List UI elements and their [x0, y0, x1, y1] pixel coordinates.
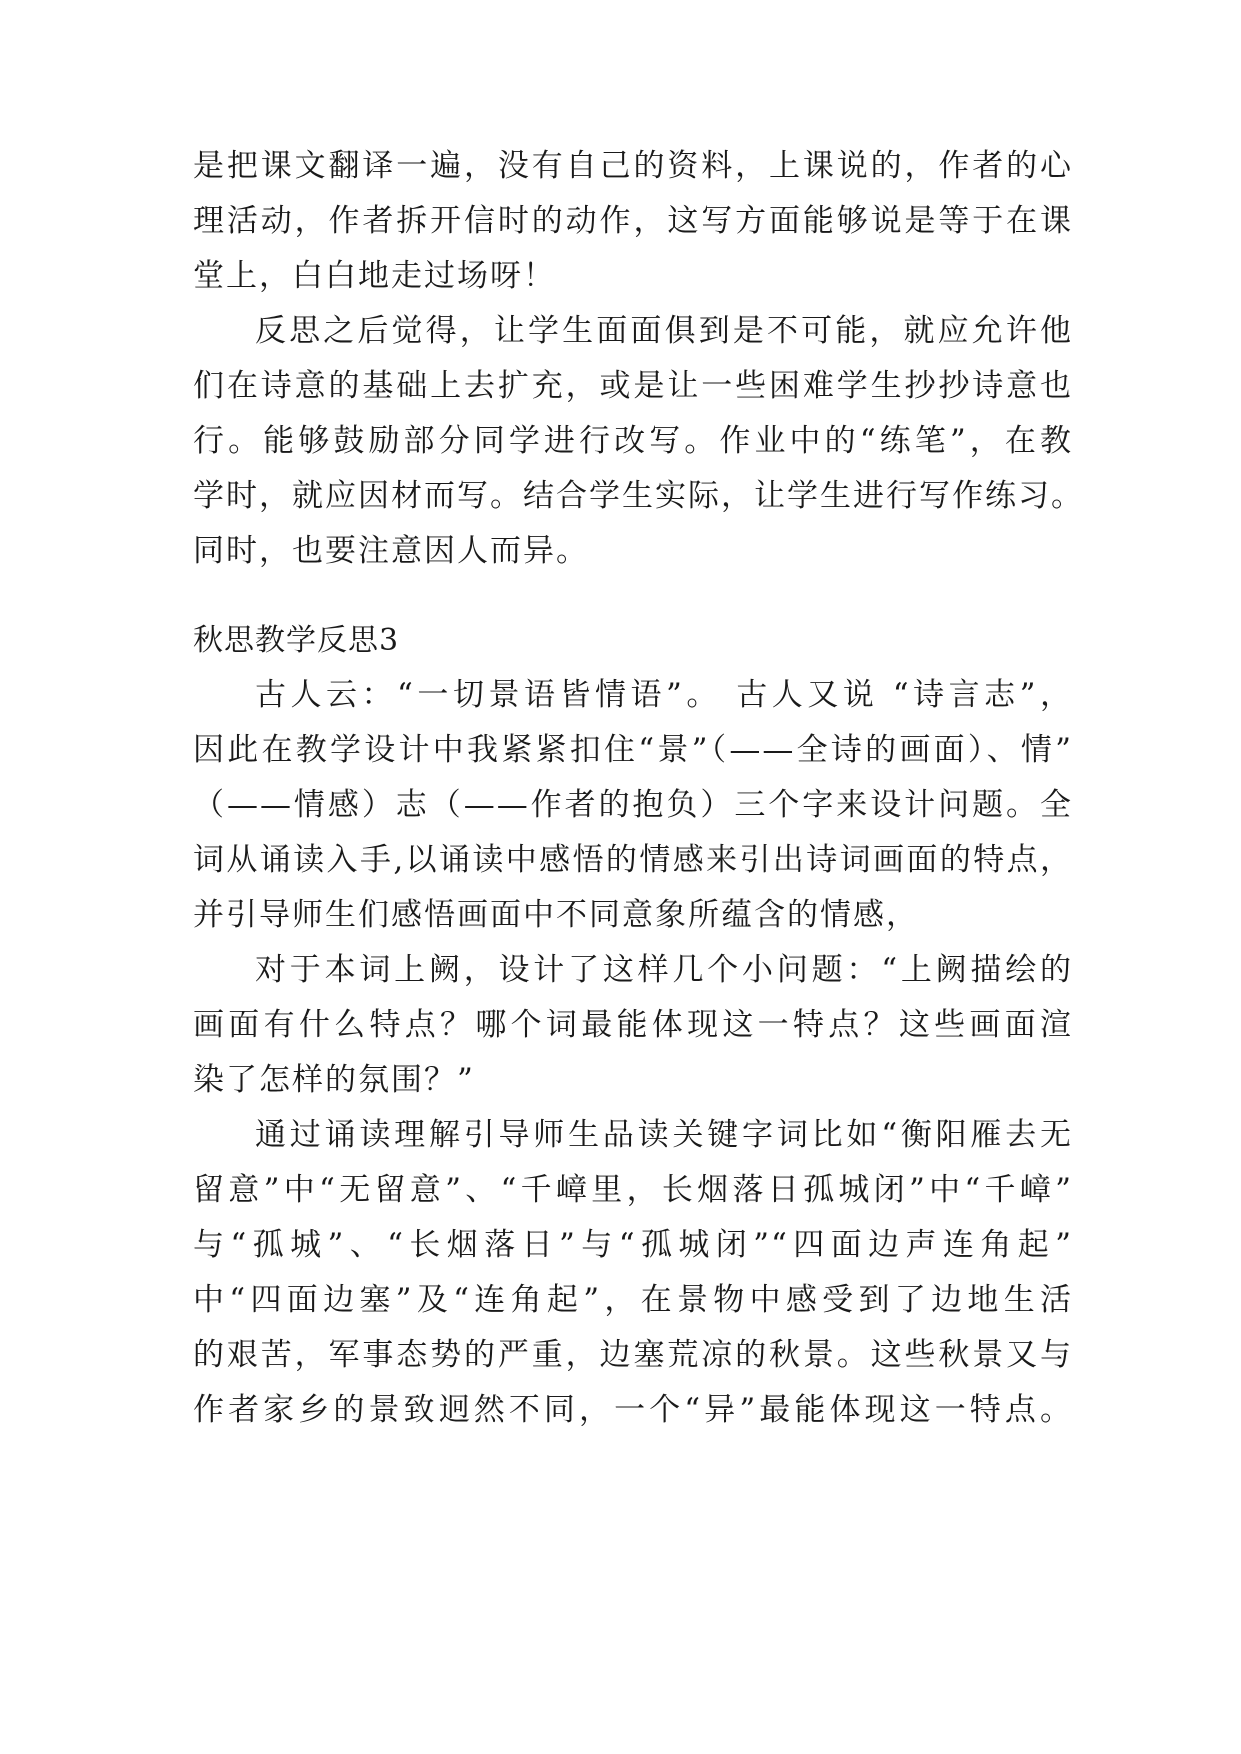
- paragraph-line: 并引导师生们感悟画面中不同意象所蕴含的情感，: [193, 897, 919, 933]
- paragraph-line: 通过诵读理解引导师生品读关键字词比如“衡阳雁去无: [255, 1117, 1073, 1153]
- section-title: 秋思教学反思3: [193, 623, 400, 658]
- paragraph-line: 对于本词上阙，设计了这样几个小问题：“上阙描绘的: [255, 952, 1073, 988]
- paragraph-line: 古人云：“一切景语皆情语”。 古人又说 “诗言志”，: [255, 677, 1073, 713]
- paragraph-line: 中“四面边塞”及“连角起”，在景物中感受到了边地生活: [193, 1282, 1073, 1318]
- paragraph-line: 理活动，作者拆开信时的动作，这写方面能够说是等于在课: [193, 203, 1073, 239]
- paragraph-line: 作者家乡的景致迥然不同，一个“异”最能体现这一特点。: [193, 1392, 1073, 1428]
- paragraph-line: 画面有什么特点？哪个词最能体现这一特点？这些画面渲: [193, 1007, 1073, 1043]
- paragraph-line: 学时，就应因材而写。结合学生实际，让学生进行写作练习。: [193, 478, 1084, 514]
- paragraph-line: 留意”中“无留意”、“千嶂里，长烟落日孤城闭”中“千嶂”: [193, 1172, 1073, 1208]
- paragraph-line: 反思之后觉得，让学生面面俱到是不可能，就应允许他: [255, 313, 1073, 349]
- paragraph-line: 与“孤城”、“长烟落日”与“孤城闭”“四面边声连角起”: [193, 1227, 1073, 1263]
- paragraph-line: （——情感）志（——作者的抱负）三个字来设计问题。全: [193, 787, 1073, 823]
- paragraph-line: 们在诗意的基础上去扩充，或是让一些困难学生抄抄诗意也: [193, 368, 1073, 404]
- paragraph-line: 堂上，白白地走过场呀！: [193, 258, 556, 294]
- paragraph-line: 行。能够鼓励部分同学进行改写。作业中的“练笔”，在教: [193, 423, 1073, 459]
- paragraph-line: 同时，也要注意因人而异。: [193, 533, 589, 569]
- paragraph-line: 因此在教学设计中我紧紧扣住“景”（——全诗的画面）、情”: [193, 732, 1073, 768]
- paragraph-line: 的艰苦，军事态势的严重，边塞荒凉的秋景。这些秋景又与: [193, 1337, 1073, 1373]
- paragraph-line: 染了怎样的氛围？”: [193, 1062, 475, 1098]
- paragraph-line: 词从诵读入手,以诵读中感悟的情感来引出诗词画面的特点，: [193, 842, 1073, 878]
- paragraph-line: 是把课文翻译一遍，没有自己的资料，上课说的，作者的心: [193, 148, 1073, 184]
